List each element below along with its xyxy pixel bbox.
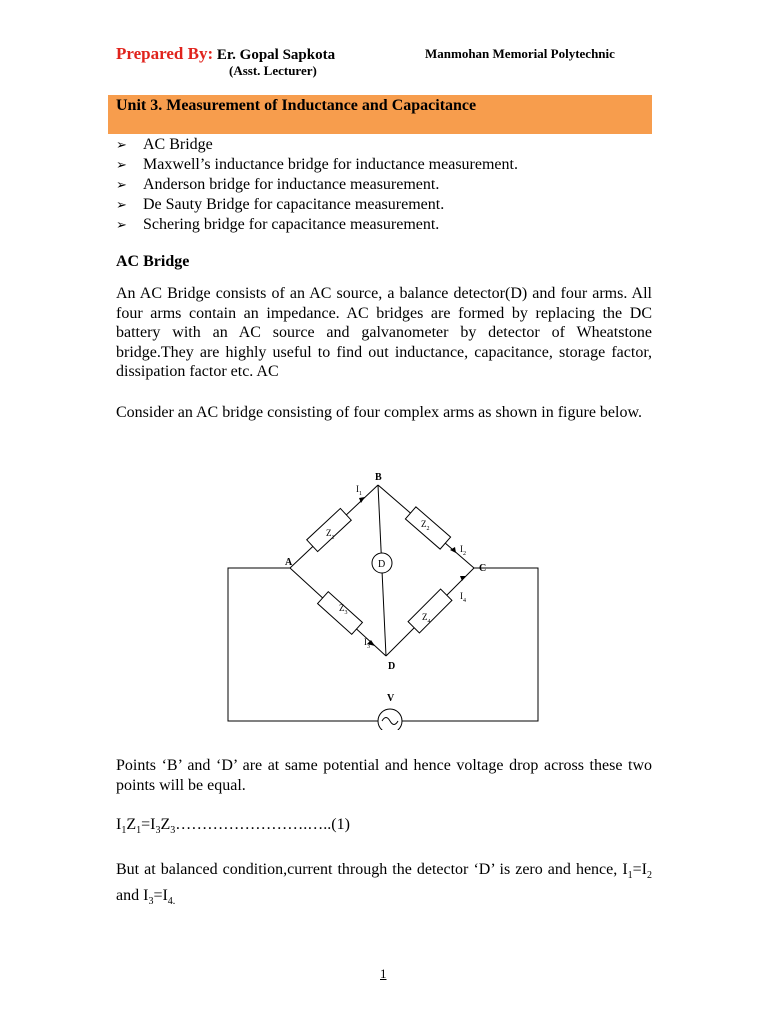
list-item [116,215,518,235]
detector-label: D [378,559,386,570]
arrow-bullet-icon: ➢ [116,137,127,152]
paragraph-balanced: But at balanced condition,current through the detector ‘D’ is zero and hence, $I_1=I_2$ and $I_3=I_{4.}$ [116,861,652,907]
arrow-bullet-icon: ➢ [116,217,127,232]
node-label-c: C [479,563,487,574]
i3-label: $I_3$ [364,637,370,650]
list-item-text: AC Bridge [143,136,213,153]
paragraph-consider: Consider an AC bridge consisting of four complex arms as shown in figure below. [116,404,642,421]
i2-label: $I_2$ [460,544,466,557]
z1-label: $Z_1$ [326,528,335,541]
list-item-text: Anderson bridge for inductance measurement. [143,176,440,193]
list-item [116,135,518,155]
node-label-b: B [375,472,382,483]
list-item-text: Maxwell’s inductance bridge for inductance measurement. [143,156,518,173]
z4-impedance [408,589,452,633]
node-label-a: A [285,557,293,568]
institution-name: Manmohan Memorial Polytechnic [425,46,615,61]
page-number: 1 [380,966,387,981]
list-item [116,175,518,195]
z4-label: $Z_4$ [422,612,431,625]
prepared-by-label: Prepared By: [116,44,214,63]
list-item-text: Schering bridge for capacitance measurement. [143,216,440,233]
paragraph-intro: An AC Bridge consists of an AC source, a balance detector(D) and four arms. All four arms contain an impedance. AC bridges are formed by replacing the DC battery with an AC source and galvanometer by detector of Wheatstone bridge.They are highly useful to find out inductance, capacitance, storage factor, dissipation factor etc. AC [116,285,652,380]
z3-label: $Z_3$ [339,603,348,616]
author-name: Er. Gopal Sapkota [216,47,336,63]
arrow-bullet-icon: ➢ [116,177,127,192]
ac-bridge-diagram [222,468,542,730]
z2-label: $Z_2$ [421,519,430,532]
equation-1: $I_1Z_1=I_3Z_3\dots\dots\dots\dots\dots\dots\dots\dots.\dots..(1)$ [116,816,350,837]
section-heading: AC Bridge [116,253,190,270]
source-wire-left [228,568,378,721]
arrow-bullet-icon: ➢ [116,197,127,212]
paragraph-potential: Points ‘B’ and ‘D’ are at same potential and hence voltage drop across these two points will be equal. [116,757,652,794]
source-label-v: V [387,693,395,704]
i4-label: $I_4$ [460,591,466,604]
i1-label: $I_1$ [356,484,362,497]
z3-impedance [318,592,363,635]
ac-source-symbol [378,709,402,730]
node-label-d: D [388,661,396,672]
list-item [116,155,518,175]
list-item [116,195,518,215]
list-item-text: De Sauty Bridge for capacitance measurement. [143,196,445,213]
author-role: (Asst. Lecturer) [229,63,317,78]
unit-title: Unit 3. Measurement of Inductance and Capacitance [116,97,477,114]
source-wire-right [402,568,538,721]
i4-arrow-icon [460,576,466,581]
arrow-bullet-icon: ➢ [116,157,127,172]
prepared-by-line [116,44,335,64]
topic-list [116,135,518,235]
